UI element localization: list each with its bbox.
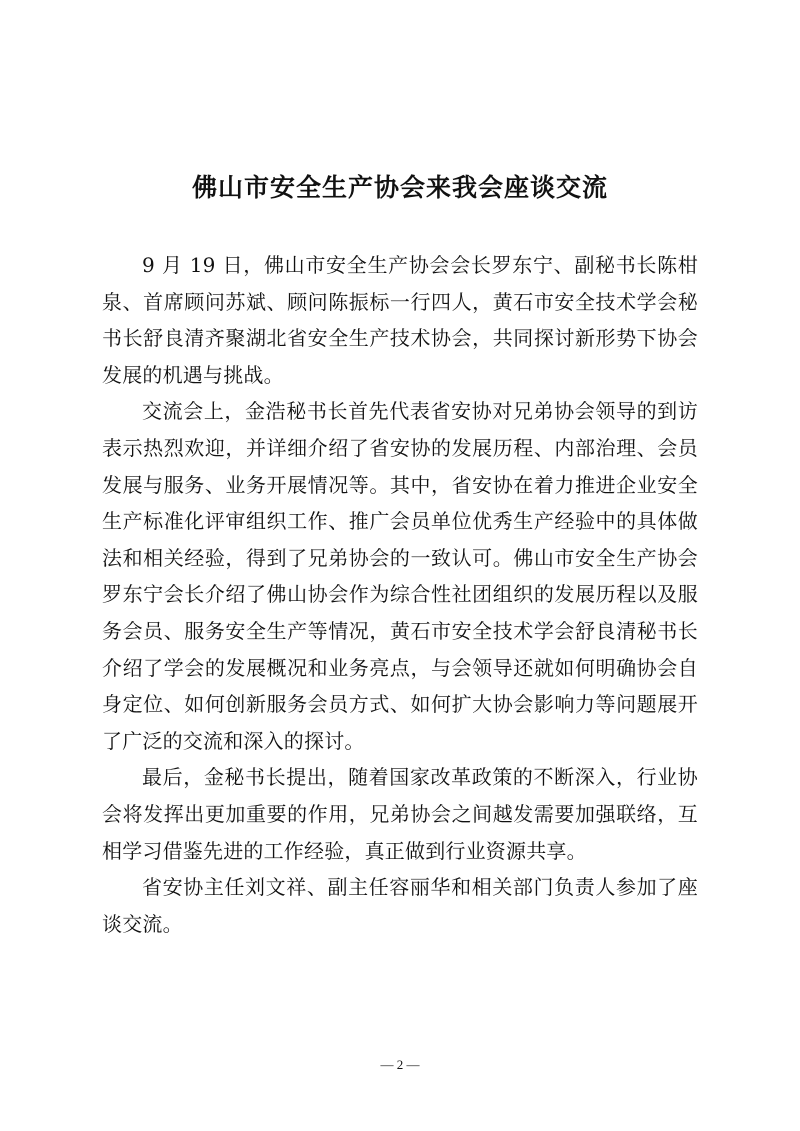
paragraph-4: 省安协主任刘文祥、副主任容丽华和相关部门负责人参加了座谈交流。 [102,875,698,936]
document-title: 佛山市安全生产协会来我会座谈交流 [191,173,608,202]
document-body [102,247,698,942]
paragraph-2: 交流会上，金浩秘书长首先代表省安协对兄弟协会领导的到访表示热烈欢迎，并详细介绍了省安协的发展历程、内部治理、会员发展与服务、业务开展情况等。其中，省安协在着力推进企业安全生产标准化评审组织工作、推广会员单位优秀生产经验中的具体做法和相关经验，得到了兄弟协会的一致认可。佛山市安全生产协会罗东宁会长介绍了佛山协会作为综合性社团组织的发展历程以及服务会员、服务安全生产等情况，黄石市安全技术学会舒良清秘书长介绍了学会的发展概况和业务亮点，与会领导还就如何明确协会自身定位、如何创新服务会员方式、如何扩大协会影响力等问题展开了广泛的交流和深入的探讨。 [102,399,698,753]
paragraph-1: 9 月 19 日，佛山市安全生产协会会长罗东宁、副秘书长陈柑泉、首席顾问苏斌、顾问陈振标一行四人，黄石市安全技术学会秘书长舒良清齐聚湖北省安全生产技术协会，共同探讨新形势下协会发展的机遇与挑战。 [102,253,698,387]
page-number: — 2 — [380,1057,420,1072]
paragraph-3: 最后，金秘书长提出，随着国家改革政策的不断深入，行业协会将发挥出更加重要的作用，兄弟协会之间越发需要加强联络，互相学习借鉴先进的工作经验，真正做到行业资源共享。 [102,765,698,863]
